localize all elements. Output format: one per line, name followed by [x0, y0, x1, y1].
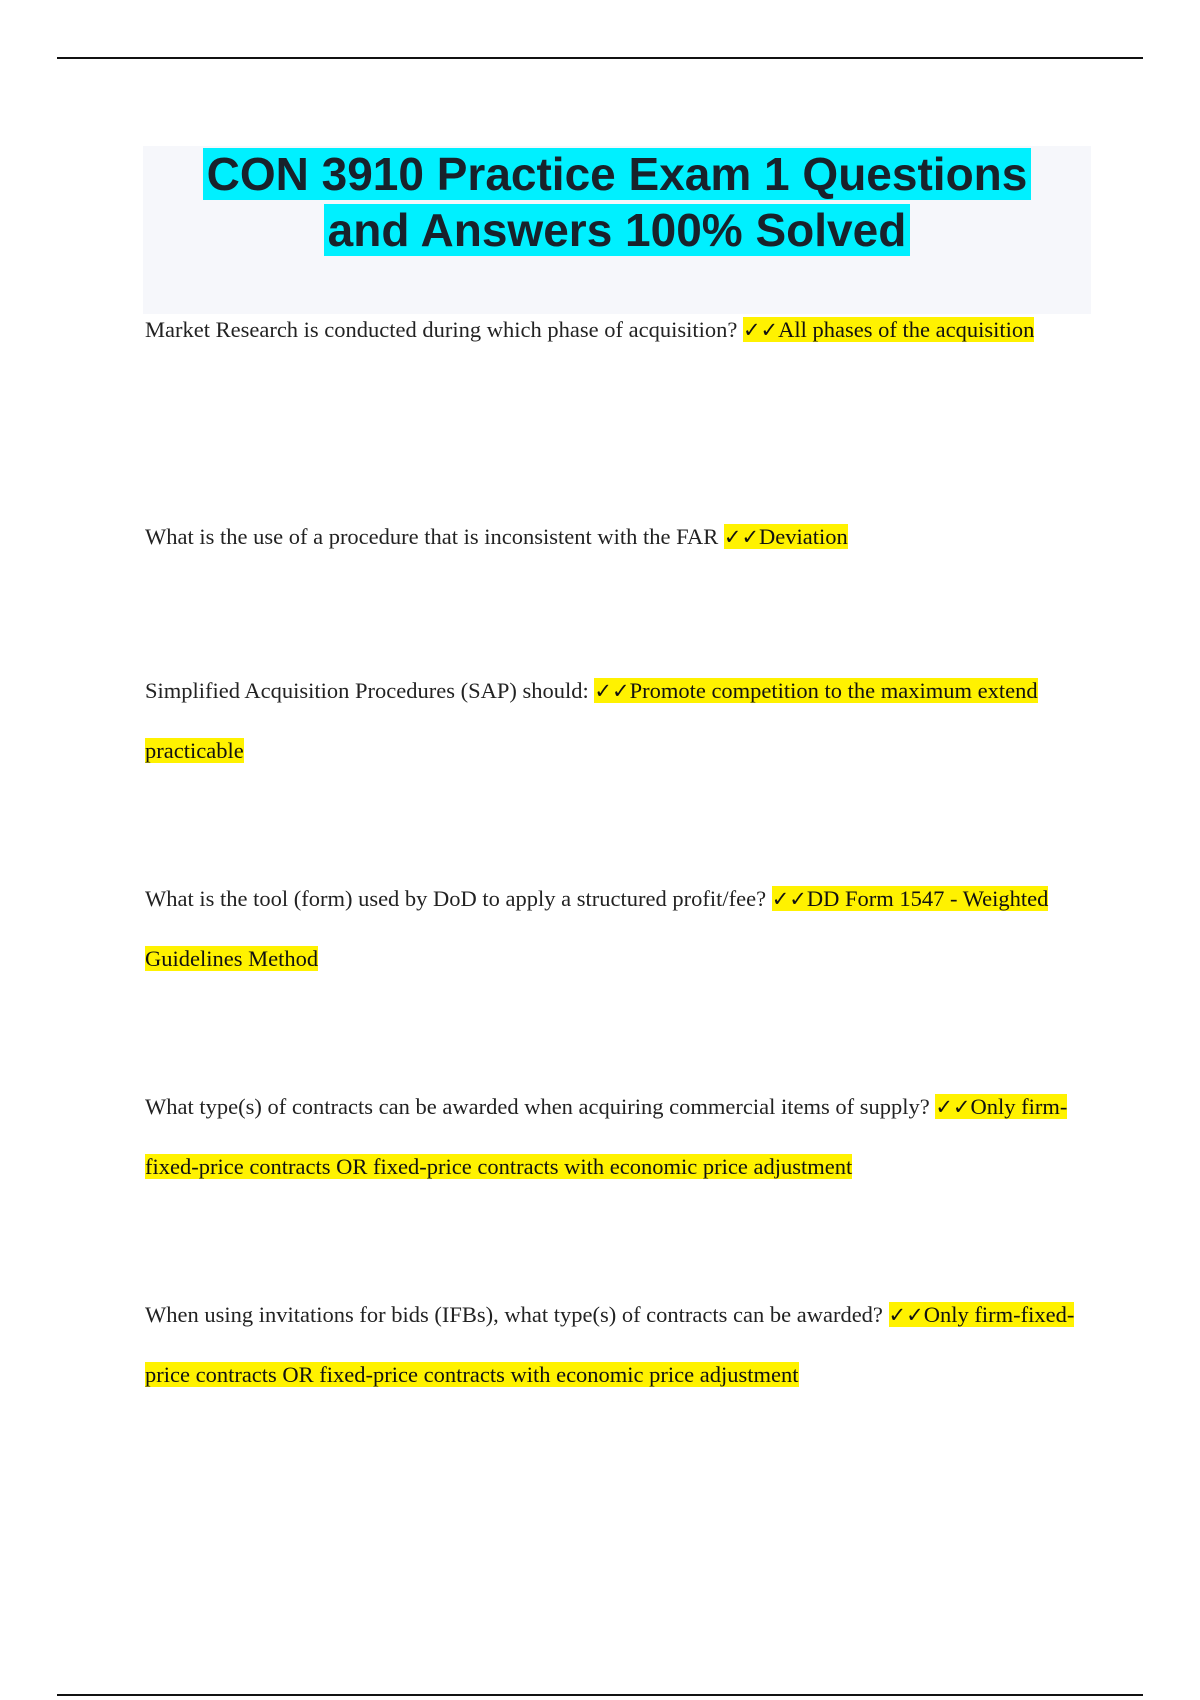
answer-text: Only firm-fixed-price contracts OR fixed-price contracts with economic price adjustment — [145, 1302, 1075, 1387]
double-check-icon: ✓✓ — [888, 1303, 924, 1327]
answer-highlight — [724, 524, 848, 549]
title-line-2: and Answers 100% Solved — [324, 204, 911, 256]
answer-text: Promote competition to the maximum extend practicable — [145, 678, 1038, 763]
footer-rule — [57, 1694, 1143, 1696]
header-rule — [57, 57, 1143, 59]
answer-text: Deviation — [759, 524, 848, 549]
double-check-icon: ✓✓ — [771, 887, 807, 911]
question-text: Simplified Acquisition Procedures (SAP) should: — [145, 678, 595, 703]
question-text: What is the use of a procedure that is inconsistent with the FAR — [145, 524, 724, 549]
title-line-1: CON 3910 Practice Exam 1 Questions — [203, 148, 1032, 200]
qa-item-4 — [145, 869, 1105, 989]
question-text: When using invitations for bids (IFBs), what type(s) of contracts can be awarded? — [145, 1302, 889, 1327]
question-text: What is the tool (form) used by DoD to apply a structured profit/fee? — [145, 886, 772, 911]
qa-item-2 — [145, 507, 1105, 567]
double-check-icon: ✓✓ — [723, 525, 760, 549]
qa-item-3 — [145, 661, 1105, 781]
answer-highlight — [743, 317, 1034, 342]
double-check-icon: ✓✓ — [935, 1095, 971, 1119]
qa-item-5 — [145, 1077, 1105, 1197]
title-block — [143, 146, 1091, 314]
answer-text: Only firm-fixed-price contracts OR fixed-price contracts with economic price adjustment — [145, 1094, 1068, 1179]
answer-text: All phases of the acquisition — [778, 317, 1035, 342]
answer-text: DD Form 1547 - Weighted Guidelines Method — [145, 886, 1049, 971]
qa-item-1 — [145, 300, 1105, 360]
double-check-icon: ✓✓ — [594, 679, 630, 703]
double-check-icon: ✓✓ — [742, 318, 779, 342]
document-title — [143, 146, 1091, 258]
question-text: What type(s) of contracts can be awarded when acquiring commercial items of supply? — [145, 1094, 936, 1119]
question-text: Market Research is conducted during which phase of acquisition? — [145, 317, 743, 342]
qa-item-6 — [145, 1285, 1105, 1405]
